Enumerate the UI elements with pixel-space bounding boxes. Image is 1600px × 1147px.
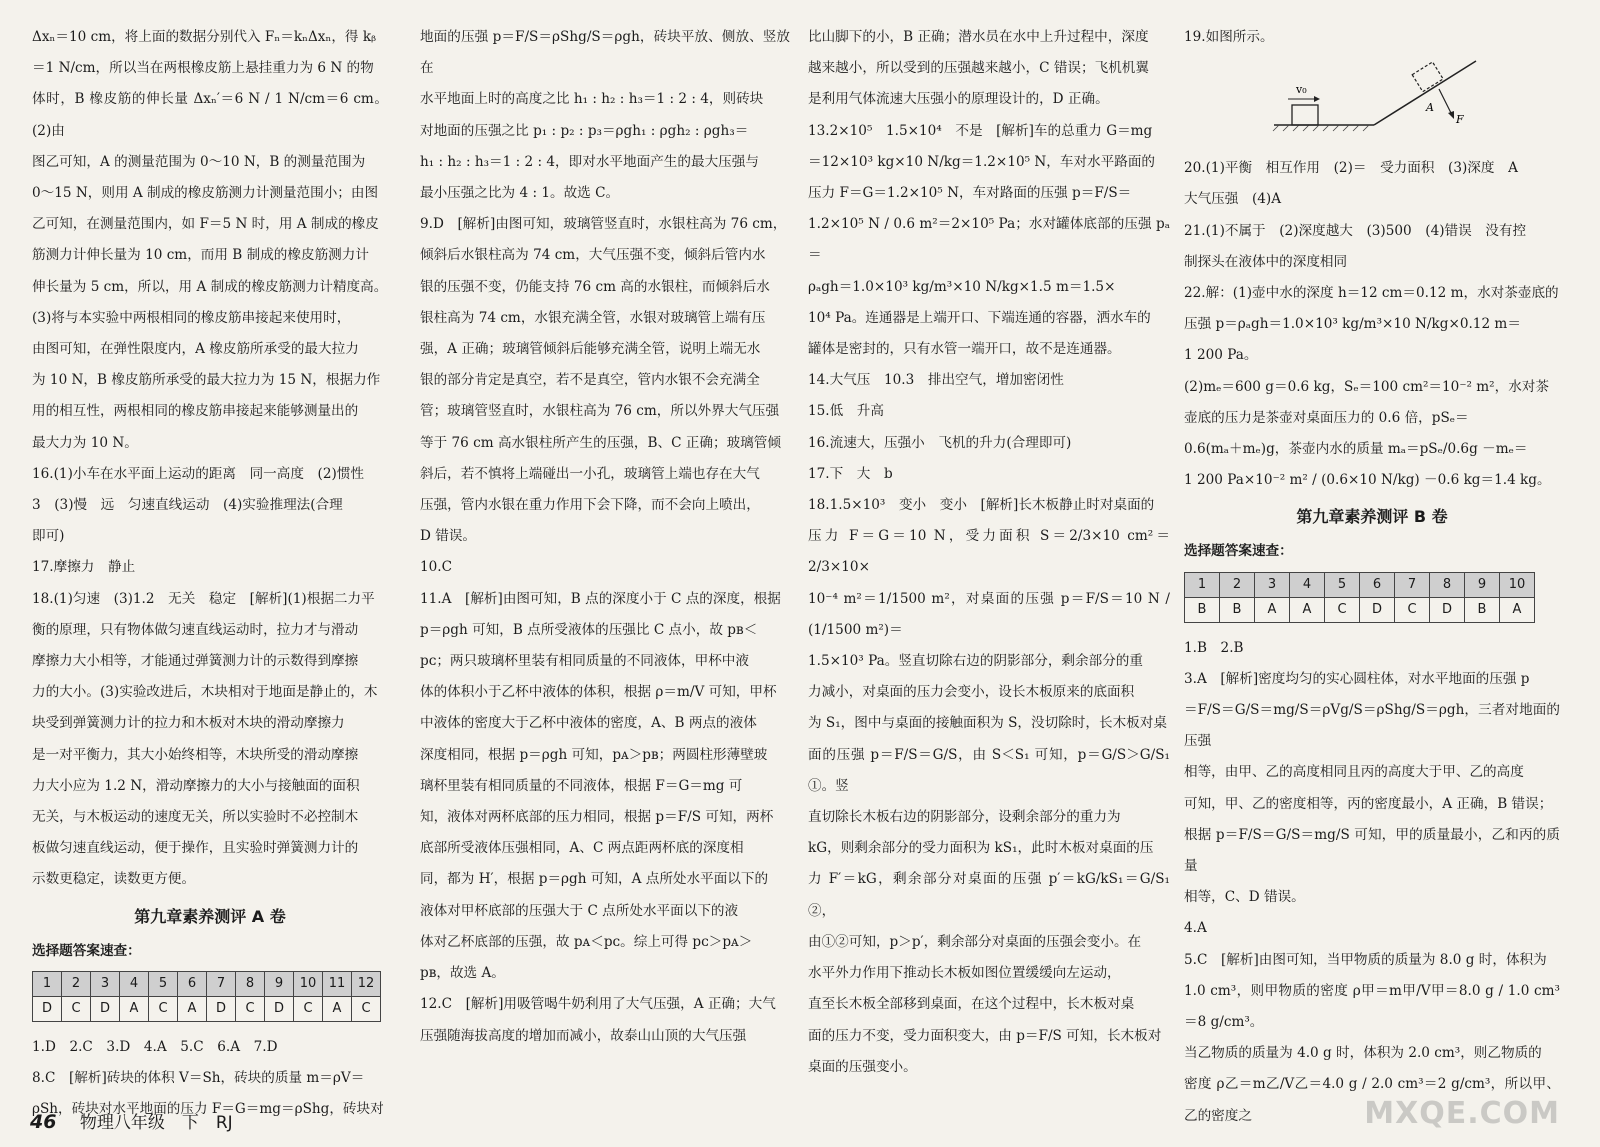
text-line: 17.下 大 b xyxy=(808,465,893,482)
answer-cell: D xyxy=(33,996,62,1021)
text-line: pᴄ；两只玻璃杯里装有相同质量的不同液体，甲杯中液 xyxy=(420,653,749,670)
point-a-label: A xyxy=(1426,101,1434,115)
text-line: 同，都为 H′，根据 p＝ρgh 可知，A 点所处水平面以下的 xyxy=(420,871,769,888)
text-line: 压力 F＝G＝10 N，受力面积 S＝2/3×10 cm²＝2/3×10× xyxy=(808,528,1170,576)
answer-cell: 2 xyxy=(62,971,91,996)
text-line: 16.(1)小车在水平面上运动的距离 同一高度 (2)惯性 xyxy=(32,465,365,482)
text-line: 越来越小，所以受到的压强越来越小，C 错误；飞机机翼 xyxy=(808,60,1149,77)
text-line: 1 200 Pa×10⁻² m² / (0.6×10 N/kg) －0.6 kg＝1.4 kg。 xyxy=(1184,472,1551,489)
text-line: 4.A xyxy=(1184,920,1207,937)
answer-cell: D xyxy=(91,996,120,1021)
incline-diagram xyxy=(1184,53,1544,153)
answer-cell: C xyxy=(1325,597,1360,622)
text-line: 1.5×10³ Pa。竖直切除右边的阴影部分，剩余部分的重 xyxy=(808,653,1143,670)
text-line: 直至长木板全部移到桌面，在这个过程中，长木板对桌 xyxy=(808,996,1135,1013)
text-line: 衡的原理，只有物体做匀速直线运动时，拉力才与滑动 xyxy=(32,621,359,638)
answer-cell: D xyxy=(265,996,294,1021)
text-line: 13.2×10⁵ 1.5×10⁴ 不是 [解析]车的总重力 G＝mg xyxy=(808,122,1153,139)
q19-text: 19.如图所示。 xyxy=(1184,29,1274,45)
answer-cell: 6 xyxy=(1360,572,1395,597)
text-line: 璃杯里装有相同质量的不同液体，根据 F＝G＝mg 可 xyxy=(420,777,743,794)
text-line: 8.C [解析]砖块的体积 V＝Sh，砖块的质量 m＝ρV＝ xyxy=(32,1070,365,1087)
answer-cell: D xyxy=(1430,597,1465,622)
answer-cell: B xyxy=(1465,597,1500,622)
text-line: 18.(1)匀速 (3)1.2 无关 稳定 [解析](1)根据二力平 xyxy=(32,590,375,607)
text-line: 银的部分肯定是真空，若不是真空，管内水银不会充满全 xyxy=(420,372,760,389)
answer-table-b-header xyxy=(1185,572,1535,597)
text-line: 压力 F＝G＝1.2×10⁵ N，车对路面的压强 p＝F/S＝ xyxy=(808,185,1132,202)
text-line: 16.流速大，压强小 飞机的升力(合理即可) xyxy=(808,434,1072,451)
text-line: 17.摩擦力 静止 xyxy=(32,559,136,576)
text-line: ＝F/S＝G/S＝mg/S＝ρVg/S＝ρShg/S＝ρgh，三者对地面的压强 xyxy=(1184,702,1560,750)
text-line: 密度 ρ乙＝m乙/V乙＝4.0 g / 2.0 cm³＝2 g/cm³，所以甲、乙的密度之 xyxy=(1184,1076,1560,1124)
text-line: 银柱高为 74 cm，水银充满全管，水银对玻璃管上端有压 xyxy=(420,309,766,326)
text-line: 水平外力作用下推动长木板如图位置缓缓向左运动， xyxy=(808,965,1121,982)
text-line: ρₐgh＝1.0×10³ kg/m³×10 N/kg×1.5 m＝1.5× xyxy=(808,278,1116,295)
text-line: 15.低 升高 xyxy=(808,403,884,420)
text-line: 筋测力计伸长量为 10 cm，而用 B 制成的橡皮筋测力计 xyxy=(32,247,369,264)
answer-cell: C xyxy=(352,996,381,1021)
text-line: 桌面的压强变小。 xyxy=(808,1058,917,1075)
text-line: 1.D 2.C 3.D 4.A 5.C 6.A 7.D xyxy=(32,1038,278,1055)
answer-cell: C xyxy=(1395,597,1430,622)
answer-cell: 2 xyxy=(1220,572,1255,597)
answer-cell: 11 xyxy=(323,971,352,996)
column-3 xyxy=(808,22,1184,1102)
text-line: 板做匀速直线运动，便于操作，且实验时弹簧测力计的 xyxy=(32,840,359,857)
answer-table-b-answers xyxy=(1185,597,1535,622)
answer-cell: 1 xyxy=(1185,572,1220,597)
text-line: 18.1.5×10³ 变小 变小 [解析]长木板静止时对桌面的 xyxy=(808,497,1155,514)
section-a-title: 第九章素养测评 A 卷 xyxy=(134,906,286,926)
text-line: 压强随海拔高度的增加而减小，故泰山山顶的大气压强 xyxy=(420,1027,747,1044)
text-line: 中液体的密度大于乙杯中液体的密度，A、B 两点的液体 xyxy=(420,715,757,732)
text-line: 9.D [解析]由图可知，玻璃管竖直时，水银柱高为 76 cm， xyxy=(420,216,787,233)
text-line: 压强 p＝ρₐgh＝1.0×10³ kg/m³×10 N/kg×0.12 m＝ xyxy=(1184,316,1521,333)
text-line: 深度相同，根据 p＝ρgh 可知，pᴀ＞pʙ；两圆柱形薄壁玻 xyxy=(420,746,768,763)
text-line: Δxₙ＝10 cm，将上面的数据分别代入 Fₙ＝kₙΔxₙ，得 kᵦ xyxy=(32,29,377,45)
text-line: 对地面的压强之比 p₁ : p₂ : p₃＝ρgh₁ : ρgh₂ : ρgh₃＝ xyxy=(420,122,749,139)
text-line: 体对乙杯底部的压强，故 pᴀ＜pᴄ。综上可得 pᴄ＞pᴀ＞ xyxy=(420,933,753,950)
text-line: 由①②可知，p＞p′，剩余部分对桌面的压强会变小。在 xyxy=(808,933,1142,950)
text-line: 3 (3)慢 远 匀速直线运动 (4)实验推理法(合理 xyxy=(32,497,343,514)
text-line: 体的体积小于乙杯中液体的体积，根据 ρ＝m/V 可知，甲杯 xyxy=(420,684,777,701)
answer-cell: A xyxy=(323,996,352,1021)
answer-cell: 10 xyxy=(294,971,323,996)
page-footer xyxy=(30,1108,233,1133)
column-2 xyxy=(420,22,790,1102)
quick-answers-b-label: 选择题答案速查： xyxy=(1184,543,1293,560)
answer-cell: 4 xyxy=(120,971,149,996)
text-line: 相等，由甲、乙的高度相同且丙的高度大于甲、乙的高度 xyxy=(1184,764,1524,781)
text-line: 14.大气压 10.3 排出空气，增加密闭性 xyxy=(808,372,1064,389)
answer-cell: 3 xyxy=(1255,572,1290,597)
answer-cell: 7 xyxy=(207,971,236,996)
text-line: 壶底的压力是茶壶对桌面压力的 0.6 倍，pSₑ＝ xyxy=(1184,409,1469,426)
text-line: 为 S₁，图中与桌面的接触面积为 S，没切除时，长木板对桌 xyxy=(808,715,1167,732)
text-line: (2)mₑ＝600 g＝0.6 kg，Sₑ＝100 cm²＝10⁻² m²，水对茶 xyxy=(1184,378,1549,395)
text-line: 银的压强不变，仍能支持 76 cm 高的水银柱，而倾斜后水 xyxy=(420,278,770,295)
text-line: 斜后，若不慎将上端碰出一小孔，玻璃管上端也存在大气 xyxy=(420,465,760,482)
text-line: 液体对甲杯底部的压强大于 C 点所处水平面以下的液 xyxy=(420,902,739,919)
v0-label: v₀ xyxy=(1296,83,1307,97)
text-line: 罐体是密封的，只有水管一端开口，故不是连通器。 xyxy=(808,341,1121,358)
text-line: 3.A [解析]密度均匀的实心圆柱体，对水平地面的压强 p xyxy=(1184,670,1530,687)
text-line: 比山脚下的小，B 正确；潜水员在水中上升过程中，深度 xyxy=(808,29,1149,45)
text-line: 用的相互性，两根相同的橡皮筋串接起来能够测量出的 xyxy=(32,403,359,420)
column-3-text xyxy=(808,22,1184,1083)
text-line: 10⁴ Pa。连通器是上端开口、下端连通的容器，洒水车的 xyxy=(808,309,1151,326)
text-line: 面的压力不变，受力面积变大，由 p＝F/S 可知，长木板对 xyxy=(808,1027,1162,1044)
text-line: 1.0 cm³，则甲物质的密度 ρ甲＝m甲/V甲＝8.0 g / 1.0 cm³＝8 g/cm³。 xyxy=(1184,982,1560,1031)
answer-cell: 5 xyxy=(1325,572,1360,597)
quick-answers-a-label: 选择题答案速查： xyxy=(32,942,141,959)
text-line: 无关，与木板运动的速度无关，所以实验时不必控制木 xyxy=(32,809,359,826)
text-line: 0.6(mₐ＋mₑ)g，茶壶内水的质量 mₐ＝pSₑ/0.6g －mₑ＝ xyxy=(1184,441,1528,458)
answer-cell: A xyxy=(1255,597,1290,622)
text-line: D 错误。 xyxy=(420,528,477,545)
text-line: 1 200 Pa。 xyxy=(1184,347,1258,364)
answer-cell: 10 xyxy=(1500,572,1535,597)
answer-cell: 9 xyxy=(265,971,294,996)
answer-cell: 9 xyxy=(1465,572,1500,597)
answer-table-b xyxy=(1184,572,1535,623)
text-line: 是一对平衡力，其大小始终相等，木块所受的滑动摩擦 xyxy=(32,746,359,763)
text-line: 力减小，对桌面的压力会变小，设长木板原来的底面积 xyxy=(808,684,1135,701)
incline-figure xyxy=(1184,53,1560,153)
text-line: 0～15 N，则用 A 制成的橡皮筋测力计测量范围小；由图 xyxy=(32,185,379,202)
column-1-text xyxy=(32,22,388,896)
answer-cell: C xyxy=(236,996,265,1021)
answer-cell: 6 xyxy=(178,971,207,996)
text-line: 倾斜后水银柱高为 74 cm，大气压强不变，倾斜后管内水 xyxy=(420,247,766,264)
text-line: (3)将与本实验中两根相同的橡皮筋串接起来使用时， xyxy=(32,309,351,326)
text-line: 摩擦力大小相等，才能通过弹簧测力计的示数得到摩擦 xyxy=(32,653,359,670)
text-line: 力大小应为 1.2 N，滑动摩擦力的大小与接触面的面积 xyxy=(32,777,360,794)
text-line: 10.C xyxy=(420,559,453,576)
text-line: 12.C [解析]用吸管喝牛奶利用了大气压强，A 正确；大气 xyxy=(420,996,776,1013)
text-line: 是利用气体流速大压强小的原理设计的，D 正确。 xyxy=(808,91,1109,108)
text-line: 10⁻⁴ m²＝1/1500 m²，对桌面的压强 p＝F/S＝10 N / (1/1500 m²)＝ xyxy=(808,590,1170,638)
column-1 xyxy=(32,22,388,1118)
text-line: 相等，C、D 错误。 xyxy=(1184,889,1305,906)
answer-cell: A xyxy=(178,996,207,1021)
text-line: 压强，管内水银在重力作用下会下降，而不会向上喷出， xyxy=(420,497,760,514)
answer-cell: A xyxy=(120,996,149,1021)
force-f-label: F xyxy=(1456,113,1464,127)
text-line: 强，A 正确；玻璃管倾斜后能够充满全管，说明上端无水 xyxy=(420,341,761,358)
text-line: 可知，甲、乙的密度相等，丙的密度最小，A 正确，B 错误； xyxy=(1184,795,1553,812)
text-line: 等于 76 cm 高水银柱所产生的压强，B、C 正确；玻璃管倾 xyxy=(420,434,781,451)
answer-cell: 4 xyxy=(1290,572,1325,597)
text-line: ＝12×10³ kg×10 N/kg＝1.2×10⁵ N，车对水平路面的 xyxy=(808,153,1156,170)
answer-cell: 5 xyxy=(149,971,178,996)
answer-cell: 3 xyxy=(91,971,120,996)
answer-cell: C xyxy=(294,996,323,1021)
answer-cell: 7 xyxy=(1395,572,1430,597)
answer-table-a-header xyxy=(33,971,381,996)
text-line: 1.B 2.B xyxy=(1184,639,1244,656)
text-line: 21.(1)不属于 (2)深度越大 (3)500 (4)错误 没有控 xyxy=(1184,222,1527,239)
text-line: 根据 p＝F/S＝G/S＝mg/S 可知，甲的质量最小，乙和丙的质量 xyxy=(1184,826,1560,875)
text-line: 水平地面上时的高度之比 h₁ : h₂ : h₃＝1 : 2 : 4，则砖块 xyxy=(420,91,764,108)
text-line: 示数更稳定，读数更方便。 xyxy=(32,871,196,888)
text-line: 5.C [解析]由图可知，当甲物质的质量为 8.0 g 时，体积为 xyxy=(1184,951,1547,968)
text-line: 大气压强 (4)A xyxy=(1184,191,1282,208)
text-line: 直切除长木板右边的阴影部分，设剩余部分的重力为 xyxy=(808,809,1121,826)
text-line: 11.A [解析]由图可知，B 点的深度小于 C 点的深度，根据 xyxy=(420,590,781,607)
text-line: 图乙可知，A 的测量范围为 0～10 N，B 的测量范围为 xyxy=(32,153,366,170)
text-line: 块受到弹簧测力计的拉力和木板对木块的滑动摩擦力 xyxy=(32,715,345,732)
answer-cell: 12 xyxy=(352,971,381,996)
column-4-text-upper xyxy=(1184,153,1560,496)
text-line: ρSh，砖块对水平地面的压力 F＝G＝mg＝ρShg，砖块对 xyxy=(32,1101,384,1118)
watermark: MXQE.COM xyxy=(1364,1096,1560,1131)
column-4-text-lower xyxy=(1184,633,1560,1132)
answer-cell: C xyxy=(149,996,178,1021)
text-line: 20.(1)平衡 相互作用 (2)＝ 受力面积 (3)深度 A xyxy=(1184,160,1518,177)
text-line: h₁ : h₂ : h₃＝1 : 2 : 4，即对水平地面产生的最大压强与 xyxy=(420,153,759,170)
text-line: 面的压强 p＝F/S＝G/S，由 S＜S₁ 可知，p＝G/S＞G/S₁ ①。竖 xyxy=(808,746,1184,794)
column-2-text xyxy=(420,22,790,1052)
text-line: 力的大小。(3)实验改进后，木块相对于地面是静止的，木 xyxy=(32,684,378,701)
text-line: kG，则剩余部分的受力面积为 kS₁，此时木板对桌面的压 xyxy=(808,840,1154,857)
answer-cell: D xyxy=(1360,597,1395,622)
text-line: 地面的压强 p＝F/S＝ρShg/S＝ρgh，砖块平放、侧放、竖放在 xyxy=(420,29,790,77)
text-line: 最小压强之比为 4 : 1。故选 C。 xyxy=(420,185,620,202)
answer-cell: B xyxy=(1185,597,1220,622)
text-line: pʙ，故选 A。 xyxy=(420,965,505,982)
text-line: 制探头在液体中的深度相同 xyxy=(1184,253,1348,270)
answer-table-a xyxy=(32,971,381,1022)
page-number: 46 xyxy=(30,1111,57,1133)
answer-cell: 1 xyxy=(33,971,62,996)
text-line: 乙可知，在测量范围内，如 F＝5 N 时，用 A 制成的橡皮 xyxy=(32,216,379,233)
answer-cell: B xyxy=(1220,597,1255,622)
answer-cell: 8 xyxy=(1430,572,1465,597)
text-line: 力 F′＝kG，剩余部分对桌面的压强 p′＝kG/kS₁＝G/S₁ ②， xyxy=(808,871,1184,919)
text-line: 22.解：(1)壶中水的深度 h＝12 cm＝0.12 m，水对茶壶底的 xyxy=(1184,285,1559,302)
section-b-title: 第九章素养测评 B 卷 xyxy=(1296,507,1448,527)
text-line: 由图可知，在弹性限度内，A 橡皮筋所承受的最大拉力 xyxy=(32,341,359,358)
answer-table-a-answers xyxy=(33,996,381,1021)
answer-cell: C xyxy=(62,996,91,1021)
text-line: 为 10 N，B 橡皮筋所承受的最大拉力为 15 N，根据力作 xyxy=(32,372,381,389)
text-line: 体时，B 橡皮筋的伸长量 Δxₙ′＝6 N / 1 N/cm＝6 cm。(2)由 xyxy=(32,91,388,139)
book-subject: 物理八年级 下 RJ xyxy=(79,1113,233,1133)
text-line: 伸长量为 5 cm，所以，用 A 制成的橡皮筋测力计精度高。 xyxy=(32,278,388,295)
text-line: 知，液体对两杯底部的压力相同，根据 p＝F/S 可知，两杯 xyxy=(420,809,774,826)
text-line: p＝ρgh 可知，B 点所受液体的压强比 C 点小，故 pʙ＜ xyxy=(420,621,758,638)
text-line: ＝1 N/cm，所以当在两根橡皮筋上悬挂重力为 6 N 的物 xyxy=(32,60,374,77)
text-line: 即可) xyxy=(32,528,65,545)
answer-cell: 8 xyxy=(236,971,265,996)
text-line: 1.2×10⁵ N / 0.6 m²＝2×10⁵ Pa；水对罐体底部的压强 pₐ＝ xyxy=(808,216,1170,264)
answer-cell: D xyxy=(207,996,236,1021)
text-line: 底部所受液体压强相同，A、C 两点距两杯底的深度相 xyxy=(420,840,744,857)
text-line: 当乙物质的质量为 4.0 g 时，体积为 2.0 cm³，则乙物质的 xyxy=(1184,1045,1542,1062)
answer-cell: A xyxy=(1500,597,1535,622)
text-line: 管；玻璃管竖直时，水银柱高为 76 cm，所以外界大气压强 xyxy=(420,403,780,420)
answer-cell: A xyxy=(1290,597,1325,622)
text-line: 最大力为 10 N。 xyxy=(32,434,138,451)
